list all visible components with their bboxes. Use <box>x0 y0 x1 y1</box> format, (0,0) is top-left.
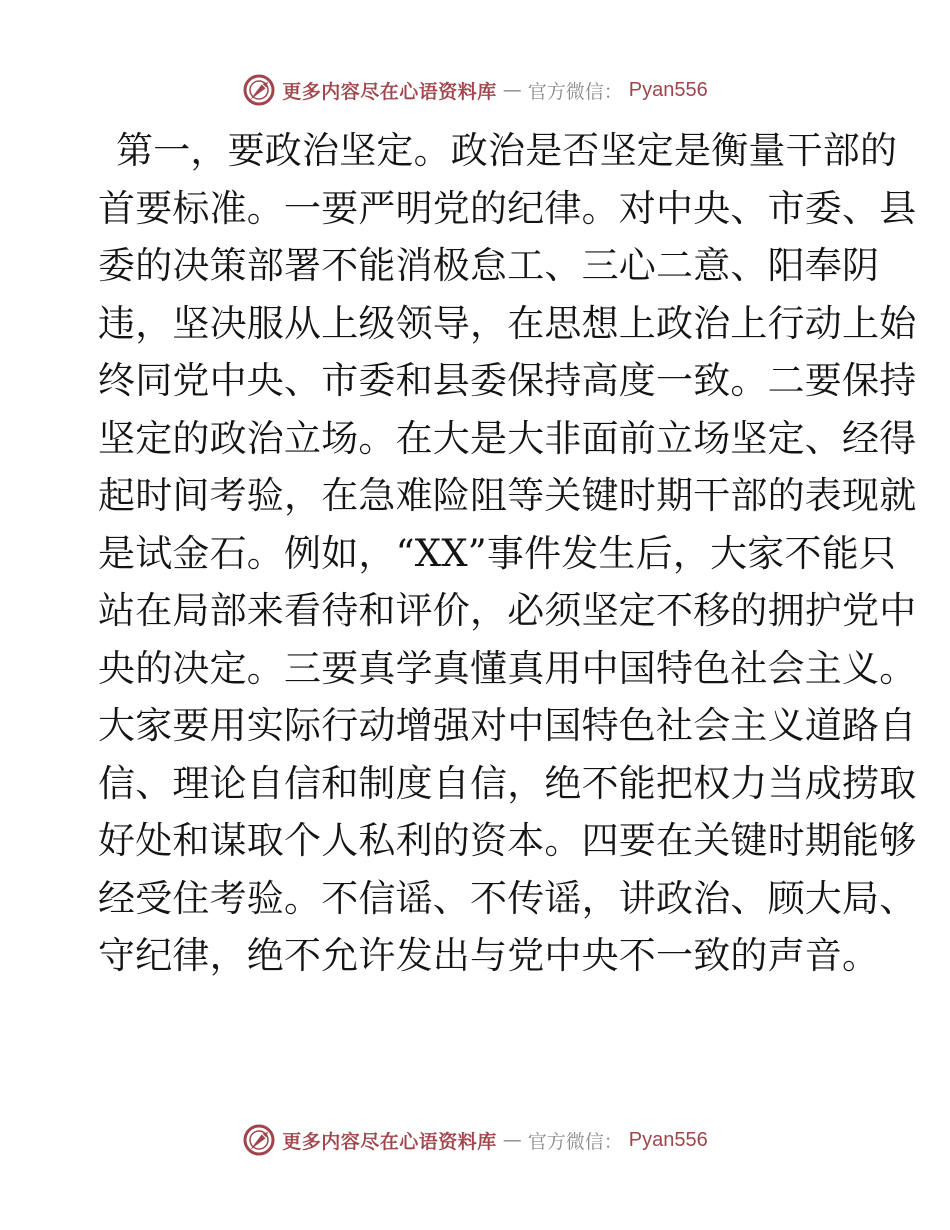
paragraph-line: 终同党中央、市委和县委保持高度一致。二要保持 <box>98 359 917 402</box>
pen-nib-circle-icon <box>242 1123 276 1157</box>
paragraph-line: 央的决定。三要真学真懂真用中国特色社会主义。 <box>98 646 917 690</box>
banner-wechat-id: Pyan556 <box>628 78 708 101</box>
header-banner <box>0 70 950 110</box>
banner-main-text: 更多内容尽在心语资料库 <box>282 80 497 103</box>
paragraph-line: 守纪律，绝不允许发出与党中央不一致的声音。 <box>98 934 880 977</box>
paragraph-line: 信、理论自信和制度自信，绝不能把权力当成捞取 <box>98 761 917 805</box>
paragraph-line: 委的决策部署不能消极怠工、三心二意、阳奉阴 <box>98 244 880 287</box>
paragraph-line: 第一，要政治坚定。政治是否坚定是衡量干部的 <box>116 129 898 172</box>
paragraph-line: 坚定的政治立场。在大是大非面前立场坚定、经得 <box>98 416 917 460</box>
body-paragraph <box>98 122 917 985</box>
pen-nib-circle-icon <box>242 73 276 107</box>
paragraph-line: 经受住考验。不信谣、不传谣，讲政治、顾大局、 <box>98 876 917 920</box>
banner-wechat-label: 官方微信： <box>527 1130 623 1153</box>
paragraph-line: 起时间考验，在急难险阻等关键时期干部的表现就 <box>98 474 917 517</box>
paragraph-line: 站在局部来看待和评价，必须坚定不移的拥护党中 <box>98 589 917 632</box>
paragraph-line: 大家要用实际行动增强对中国特色社会主义道路自 <box>98 704 917 747</box>
paragraph-line: 首要标准。一要严明党的纪律。对中央、市委、县 <box>98 186 917 230</box>
banner-main-text: 更多内容尽在心语资料库 <box>282 1130 497 1153</box>
paragraph-line: 好处和谋取个人私利的资本。四要在关键时期能够 <box>98 819 917 862</box>
banner-separator: — <box>502 79 522 101</box>
paragraph-line: 违，坚决服从上级领导，在思想上政治上行动上始 <box>98 301 917 345</box>
banner-wechat-label: 官方微信： <box>527 80 623 103</box>
banner-wechat-id: Pyan556 <box>628 1128 708 1151</box>
banner-separator: — <box>502 1129 522 1151</box>
paragraph-line: 是试金石。例如，“XX”事件发生后，大家不能只 <box>98 531 897 575</box>
footer-banner <box>0 1120 950 1160</box>
